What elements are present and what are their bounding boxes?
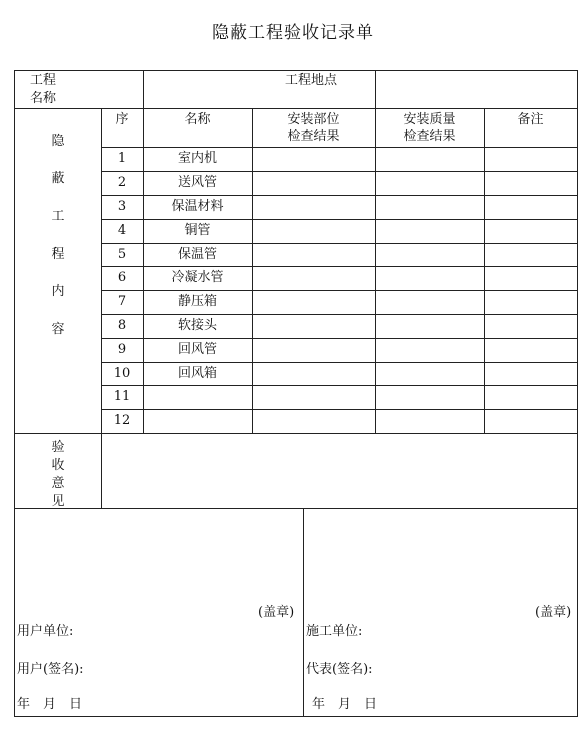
row-number: 3 [117,199,127,214]
row-item-name: 冷凝水管 [171,270,224,285]
opinion-label-char: 见 [51,494,65,509]
side-label-char: 蔽 [51,171,65,186]
side-label-char: 内 [51,284,65,299]
row-number: 10 [113,366,131,381]
row-number: 9 [117,342,127,357]
row-item-name: 回风箱 [177,366,217,381]
side-label-char: 容 [51,322,65,337]
user-date-label: 年 月 日 [17,697,83,712]
project-location-label: 工程地点 [285,73,338,88]
column-header-install-quality-line2: 检查结果 [403,129,456,144]
row-number: 4 [117,223,127,238]
row-number: 7 [117,294,127,309]
contractor-unit-label: 施工单位: [306,624,363,639]
user-signature-label: 用户(签名): [17,662,84,677]
row-item-name: 软接头 [177,318,217,333]
column-header-install-part: 安装部位 [287,112,340,127]
row-item-name: 室内机 [177,151,217,166]
side-label-char: 隐 [51,134,65,149]
user-seal-label: (盖章) [258,605,295,620]
row-item-name: 保温材料 [171,199,224,214]
opinion-label-char: 意 [51,476,65,491]
contractor-date-label: 年 月 日 [312,697,378,712]
side-label-char: 工 [51,209,65,224]
contractor-signature-label: 代表(签名): [306,662,373,677]
page-title: 隐蔽工程验收记录单 [212,23,374,43]
row-item-name: 回风管 [177,342,217,357]
project-name-label-line2: 名称 [30,91,57,106]
row-number: 6 [117,270,127,285]
row-number: 8 [117,318,127,333]
row-item-name: 送风管 [177,175,217,190]
opinion-label-char: 验 [51,440,65,455]
row-number: 2 [117,175,127,190]
column-header-seq: 序 [115,112,129,127]
row-number: 11 [113,389,131,404]
column-header-name: 名称 [184,112,211,127]
side-label-char: 程 [51,247,65,262]
column-header-install-quality: 安装质量 [403,112,456,127]
row-number: 5 [117,247,127,262]
opinion-label-char: 收 [51,458,65,473]
row-item-name: 保温管 [177,247,217,262]
column-header-remarks: 备注 [517,112,544,127]
contractor-seal-label: (盖章) [535,605,572,620]
user-unit-label: 用户单位: [17,624,74,639]
column-header-install-part-line2: 检查结果 [287,129,340,144]
row-item-name: 静压箱 [177,294,217,309]
row-item-name: 铜管 [184,223,211,238]
project-name-label: 工程 [30,73,57,88]
row-number: 12 [113,413,131,428]
row-number: 1 [117,151,127,166]
